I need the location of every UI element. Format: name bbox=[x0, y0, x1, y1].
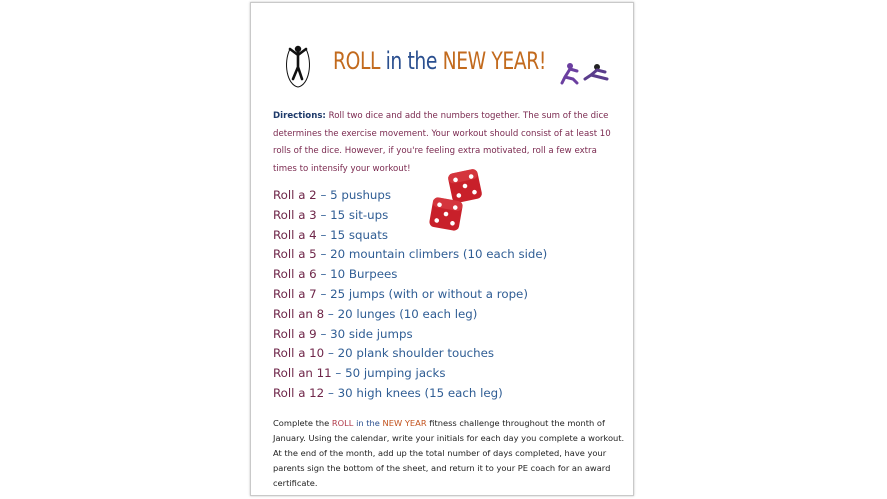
worksheet-page bbox=[250, 2, 634, 496]
roll-item: Roll a 3 – 15 sit-ups bbox=[273, 207, 389, 222]
title-in-the: in the bbox=[385, 47, 438, 75]
page-title bbox=[333, 47, 546, 75]
roll-item: Roll a 5 – 20 mountain climbers (10 each side) bbox=[273, 247, 548, 262]
roll-list bbox=[273, 186, 547, 404]
directions-text: Roll two dice and add the numbers together. The sum of the dice determines the exercise movement. Your workout should consist of at least 10 rolls of the dice. However, if you're feeling extra motivated, roll a few extra times to intensify your workout! bbox=[273, 111, 611, 174]
jump-rope-figure-icon bbox=[285, 41, 311, 89]
roll-item: Roll a 6 – 10 Burpees bbox=[273, 267, 398, 282]
footer-roll: ROLL bbox=[331, 418, 354, 428]
directions-label: Directions: bbox=[273, 111, 326, 121]
title-roll: ROLL bbox=[333, 47, 381, 75]
roll-item: Roll a 2 – 5 pushups bbox=[273, 188, 392, 202]
footer-in-the: in the bbox=[356, 418, 380, 428]
roll-item: Roll an 11 – 50 jumping jacks bbox=[273, 366, 446, 381]
exercising-figures-icon bbox=[559, 61, 613, 85]
roll-item: Roll a 12 – 30 high knees (15 each leg) bbox=[273, 385, 503, 400]
roll-item: Roll an 8 – 20 lunges (10 each leg) bbox=[273, 306, 478, 321]
footer-new-year: NEW YEAR bbox=[382, 418, 427, 428]
roll-item: Roll a 10 – 20 plank shoulder touches bbox=[273, 346, 495, 361]
roll-item: Roll a 7 – 25 jumps (with or without a rope) bbox=[273, 286, 528, 301]
instructions-footer: Complete the ROLL in the NEW YEAR fitness challenge throughout the month of January. Using the calendar, write your initials for each day you complete a workout. At the end of the month, add up the total number of days completed, have your parents sign the bottom of the sheet, and return it to your PE coach for an award certificate. bbox=[273, 418, 625, 488]
roll-item: Roll a 9 – 30 side jumps bbox=[273, 326, 413, 341]
title-new-year: NEW YEAR! bbox=[442, 47, 546, 75]
roll-item: Roll a 4 – 15 squats bbox=[273, 227, 388, 242]
